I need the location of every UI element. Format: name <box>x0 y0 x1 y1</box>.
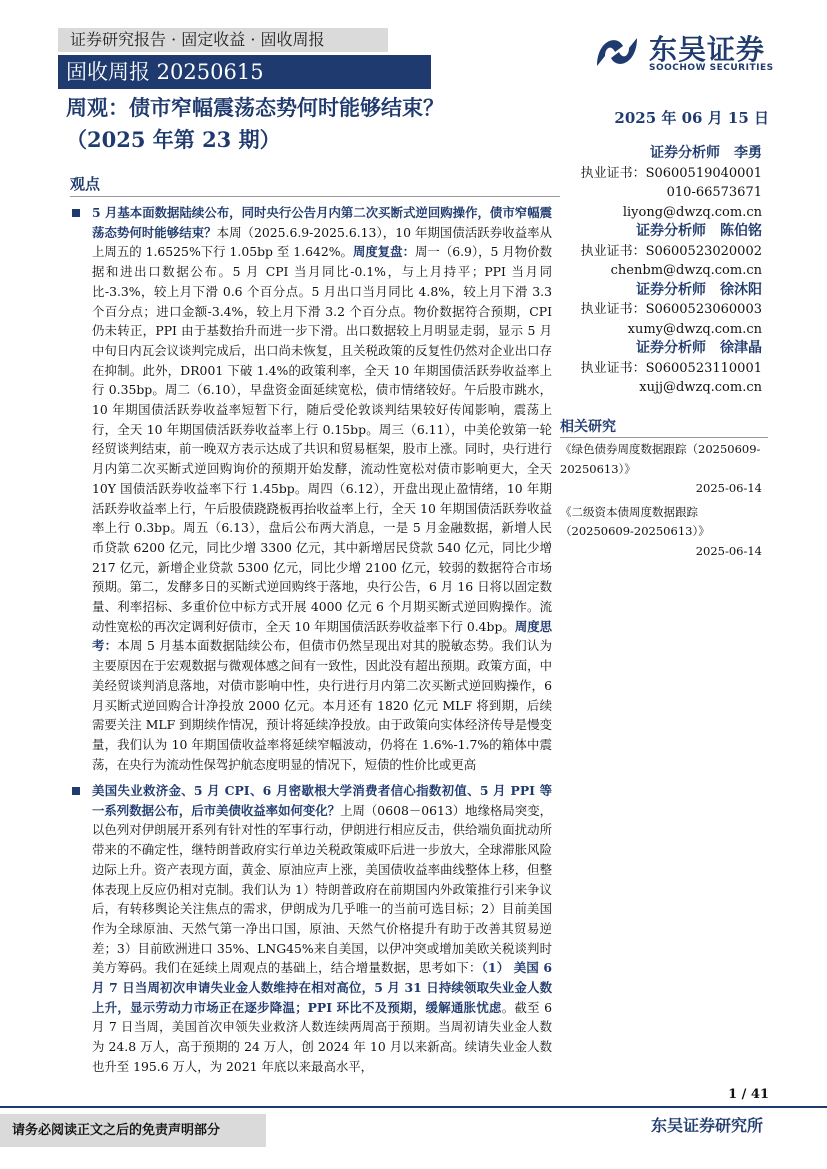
analyst-card <box>580 144 762 222</box>
p2-text-a: 上周（0608－0613）地缘格局突变，以色列对伊朗展开系列有针对性的军事行动，伊朗进行相应反击，供给端负面扰动所带来的不确定性，继特朗普政府实行单边关税政策威吓后进一步放大，全球滞胀风险边际上升。资产表现方面，黄金、原油应声上涨，美国债收益率曲线整体上移，但整体表现上反应仍相对克制。我们认为 1）特朗普政府在前期国内外政策推行引来争议后，有转移舆论关注焦点的需求，伊朗成为几乎唯一的当前可选目标；2）目前美国作为全球原油、天然气第一净出口国，原油、天然气价格提升有助于改善其贸易逆差；3）目前欧洲进口 35%、LNG45%来自美国，以伊冲突或增加美欧关税谈判时美方筹码。我们在延续上周观点的基础上，结合增量数据，思考如下： <box>92 802 552 976</box>
soochow-logo-icon <box>593 30 641 74</box>
viewpoint-paragraph-2 <box>74 781 552 1077</box>
page-number: 1 / 41 <box>728 1087 769 1102</box>
p1-text-b: 周一（6.9），5 月物价数据和进出口数据公布。5 月 CPI 当月同比-0.1%，与上月持平；PPI 当月同比-3.3%，较上月下滑 0.6 个百分点。5 月出口当月同比 4.8%，较上月下滑 3.3 个百分点；进口金额-3.4%，较上月下滑 3.2 个百分点。物价数据符合预期，CPI 仍未转正，PPI 由于基数抬升而进一步下滑。出口数据较上月明显走弱，显示 5 月中旬日内瓦会议谈判完成后，出口尚未恢复，且关税政策的反复性仍然对企业出口存在抑制。此外，DR001 下破 1.4%的政策利率，全天 10 年期国债活跃券收益率上行 0.35bp。周二（6.10），早盘资金面延续宽松，债市情绪较好。午后股市跳水，10 年期国债活跃券收益率短暂下行，随后受伦敦谈判结果较好传闻影响，震荡上行，全天 10 年期国债活跃券收益率上行 0.15bp。周三（6.11），中美伦敦第一轮经贸谈判结束，前一晚双方表示达成了共识和贸易框架，股市上涨。同时，央行进行月内第二次买断式逆回购询价的预期开始发酵，流动性宽松对债市影响更大，全天 10Y 国债活跃券收益率下行 1.45bp。周四（6.12），开盘出现止盈情绪，10 年期活跃券收益率上行，午后股债跷跷板再抬收益率上行，全天 10 年期国债活跃券收益率上行 0.3bp。周五（6.13），盘后公布两大消息，一是 5 月金融数据，新增人民币贷款 6200 亿元，同比少增 3300 亿元，其中新增居民贷款 540 亿元，同比少增 217 亿元，新增企业贷款 5300 亿元，同比少增 2100 亿元，较弱的数据符合市场预期。第二，发酵多日的买断式逆回购终于落地，央行公告，6 月 16 日将以固定数量、利率招标、多重价位中标方式开展 4000 亿元 6 个月期买断式逆回购操作。流动性宽松的再次定调利好债市，全天 10 年期国债活跃券收益率下行 0.4bp。 <box>92 244 553 634</box>
p1-review-label: 周度复盘： <box>352 244 415 260</box>
p1-text-c: 本周 5 月基本面数据陆续公布，但债市仍然呈现出对其的脱敏态势。我们认为主要原因在于宏观数据与微观体感之间有一致性，因此没有超出预期。政策方面，中美经贸谈判消息落地，对债市影响中性，央行进行月内第二次买断式逆回购操作，6 月买断式逆回购合计净投放 2000 亿元。本月还有 1820 亿元 MLF 将到期，后续需要关注 MLF 到期续作情况，预计将延续净投放。由于政策向实体经济传导是慢变量，我们认为 10 年期国债收益率将延续窄幅波动，仍将在 1.6%-1.7%的箱体中震荡，在央行为流动性保驾护航态度明显的情况下，短债的性价比或更高 <box>92 638 553 772</box>
p1-headline: 5 月基本面数据陆续公布，同时央行公告月内第二次买断式逆回购操作，债市窄幅震荡态势何时能够结束？ <box>92 205 552 240</box>
related-item-title[interactable]: 《二级资本债周度数据跟踪（20250609-20250613）》 <box>560 504 710 538</box>
page-title <box>66 92 606 156</box>
publish-date: 2025 年 06 月 15 日 <box>614 109 769 127</box>
viewpoint-block-2 <box>74 781 552 1077</box>
analyst-name: 李勇 <box>734 145 762 161</box>
title-line-2: （2025 年第 23 期） <box>66 127 281 152</box>
footer-divider <box>0 1106 827 1108</box>
section-divider <box>70 196 560 197</box>
related-item-date: 2025-06-14 <box>695 543 762 558</box>
bullet-square-icon <box>72 209 80 217</box>
p2-text-b: 。截至 6 月 7 日当周，美国首次申领失业救济人数连续两周高于预期。当周初请失业金人数为 24.8 万人，高于预期的 24 万人，创 2024 年 10 月以来新高。续请失业金人数也升至 195.6 万人，为 2021 年底以来最高水平， <box>92 999 552 1074</box>
analyst-cert: 执业证书：S0600523020002 <box>580 243 762 259</box>
title-line-1: 周观：债市窄幅震荡态势何时能够结束？ <box>66 95 444 120</box>
related-item[interactable] <box>560 503 762 562</box>
p1-think-label: 周度思考： <box>92 618 553 654</box>
analyst-role: 证券分析师 <box>650 145 720 161</box>
analyst-card <box>580 222 762 281</box>
analyst-role: 证券分析师 <box>636 223 706 239</box>
company-logo <box>593 28 773 78</box>
analyst-name: 徐津晶 <box>720 340 762 356</box>
p2-key-point: （1） 美国 6 月 7 日当周初次申请失业金人数维持在相对高位，5 月 31 日持续领取失业金人数上升，显示劳动力市场正在逐步降温；PPI 环比不及预期，缓解通胀忧虑 <box>92 960 553 1015</box>
related-research-heading: 相关研究 <box>560 419 616 435</box>
analyst-name: 陈伯铭 <box>720 223 762 239</box>
logo-text-en: SOOCHOW SECURITIES <box>649 63 774 73</box>
analyst-list <box>580 144 762 398</box>
p1-text-a: 本周（2025.6.9-2025.6.13），10 年期国债活跃券收益率从上周五的 1.6525%下行 1.05bp 至 1.642%。 <box>92 224 553 260</box>
analyst-email[interactable]: liyong@dwzq.com.cn <box>622 204 762 220</box>
analyst-role: 证券分析师 <box>636 340 706 356</box>
analyst-name: 徐沐阳 <box>720 281 762 298</box>
institute-name: 东吴证券研究所 <box>650 1116 763 1135</box>
viewpoint-paragraph-1 <box>74 203 552 774</box>
analyst-card <box>580 339 762 398</box>
related-research-list <box>560 440 762 565</box>
analyst-email[interactable]: xujj@dwzq.com.cn <box>639 380 762 395</box>
related-item-date: 2025-06-14 <box>695 481 762 495</box>
analyst-email[interactable]: xumy@dwzq.com.cn <box>627 321 762 337</box>
report-category-tags: 证券研究报告 · 固定收益 · 固收周报 <box>58 28 388 52</box>
disclaimer-banner: 请务必阅读正文之后的免责声明部分 <box>0 1114 266 1147</box>
report-series-title: 固收周报 20250615 <box>58 55 431 89</box>
bullet-square-icon <box>72 787 80 795</box>
viewpoint-block-1 <box>74 203 552 774</box>
analyst-cert: 执业证书：S0600523060003 <box>580 302 762 317</box>
analyst-card <box>580 281 762 340</box>
analyst-cert: 执业证书：S0600523110001 <box>580 360 762 376</box>
related-item-title[interactable]: 《绿色债券周度数据跟踪（20250609-20250613）》 <box>560 442 761 476</box>
p2-headline: 美国失业救济金、5 月 CPI、6 月密歇根大学消费者信心指数初值、5 月 PPI 等一系列数据公布，后市美债收益率如何变化？ <box>92 783 552 818</box>
analyst-role: 证券分析师 <box>636 281 706 298</box>
analyst-phone: 010-66573671 <box>666 185 762 200</box>
analyst-email[interactable]: chenbm@dwzq.com.cn <box>610 263 762 278</box>
analyst-cert: 执业证书：S0600519040001 <box>580 165 762 181</box>
related-item[interactable] <box>560 440 762 499</box>
section-heading: 观点 <box>70 175 101 193</box>
logo-text-cn: 东吴证券 <box>649 33 766 66</box>
related-divider <box>560 437 768 438</box>
